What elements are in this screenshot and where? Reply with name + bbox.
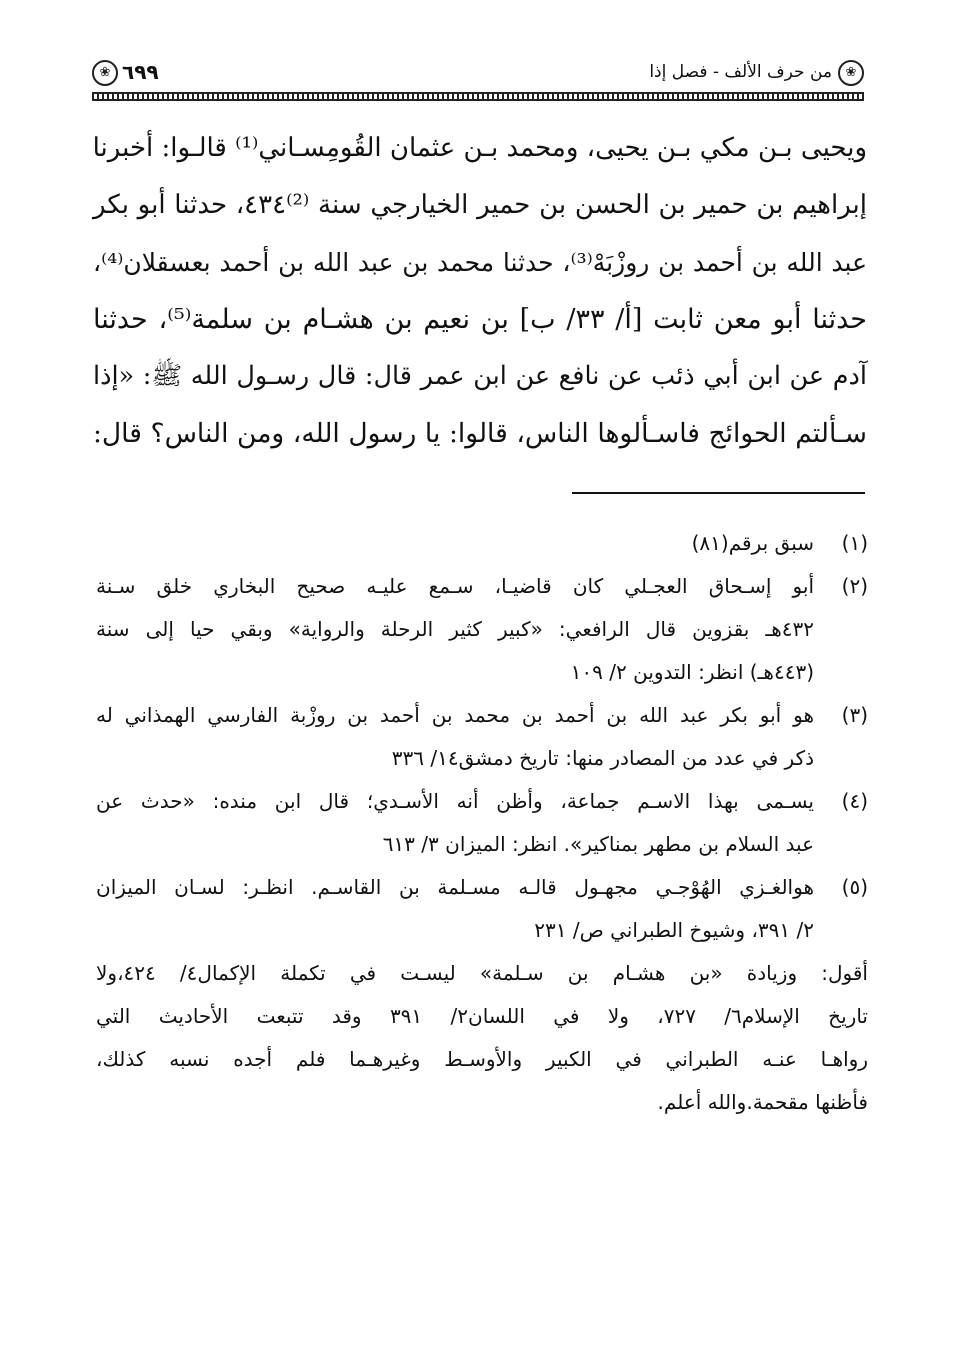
comment-line: رواهـا عنـه الطبراني في الكبير والأوسـط وغيرهـما فلم أجده نسبه كذلك، — [96, 1047, 868, 1071]
footnote-number: (٢) — [841, 574, 868, 598]
header-divider — [92, 92, 864, 101]
main-text-line: ويحيى بـن مكي بـن يحيى، ومحمد بـن عثمان القُومِسـاني⁽¹⁾ قالـوا: أخبرنا — [92, 133, 867, 163]
page-number: ٦٩٩ — [122, 60, 159, 84]
main-text — [93, 120, 867, 462]
ornament-left-icon: ❀ — [92, 60, 118, 86]
comment-line: فأظنها مقحمة.والله أعلم. — [657, 1090, 868, 1114]
comment-line: أقول: وزيادة «بن هشـام بن سـلمة» ليسـت في تكملة الإكمال٤/ ٤٢٤،ولا — [96, 961, 868, 985]
footnote-line: (٤٤٣هـ) انظر: التدوين ٢/ ١٠٩ — [570, 660, 814, 684]
footnote-2 — [96, 565, 868, 694]
footnote-line: ذكر في عدد من المصادر منها: تاريخ دمشق١٤/ ٣٣٦ — [391, 746, 814, 770]
footnote-number: (٥) — [841, 875, 868, 899]
footnote-separator — [572, 492, 865, 494]
footnote-number: (١) — [841, 531, 868, 555]
footnote-number: (٣) — [841, 703, 868, 727]
running-title: من حرف الألف - فصل إذا — [649, 62, 832, 82]
footnote-number: (٤) — [841, 789, 868, 813]
main-text-line: عبد الله بن أحمد بن روزْبَهْ⁽³⁾، حدثنا محمد بن عبد الله بن أحمد بعسقلان⁽⁴⁾، — [93, 248, 868, 277]
page-header — [92, 50, 864, 98]
footnote-line: سبق برقم(٨١) — [691, 531, 814, 555]
main-text-line: حدثنا أبو معن ثابت [أ/ ٣٣/ ب] بن نعيم بن هشـام بن سلمة⁽⁵⁾، حدثنا — [93, 304, 867, 335]
footnote-line: عبد السلام بن مطهر بمناكير». انظر: الميزان ٣/ ٦١٣ — [382, 832, 814, 856]
footnote-line: ٢/ ٣٩١، وشيوخ الطبراني ص/ ٢٣١ — [534, 918, 814, 942]
footnote-5 — [96, 866, 868, 952]
footnotes — [96, 522, 868, 1124]
footnote-3 — [96, 694, 868, 780]
comment-line: تاريخ الإسلام٦/ ٧٢٧، ولا في اللسان٢/ ٣٩١ وقد تتبعت الأحاديث التي — [96, 1004, 868, 1028]
main-text-line: آدم عن ابن أبي ذئب عن نافع عن ابن عمر قال: قال رسـول الله ﷺ: «إذا — [93, 361, 867, 391]
footnote-line: هوالغـزي الهُوْجـي مجهـول قالـه مسـلمة بن القاسـم. انظـر: لسـان الميزان — [96, 875, 814, 899]
footnote-line: ٤٣٢هـ بقزوين قال الرافعي: «كبير كثير الرحلة والرواية» وبقي حيا إلى سنة — [96, 617, 814, 641]
footnote-4 — [96, 780, 868, 866]
footnote-1 — [96, 522, 868, 565]
footnote-line: أبو إسـحاق العجـلي كان قاضيـا، سـمع عليـه صحيح البخاري خلق سـنة — [96, 574, 814, 598]
editor-comment — [96, 952, 868, 1124]
ornament-right-icon: ❀ — [838, 60, 864, 86]
main-text-line: سـألتم الحوائج فاسـألوها الناس، قالوا: يا رسول الله، ومن الناس؟ قال: — [93, 418, 867, 449]
footnote-line: هو أبو بكر عبد الله بن أحمد بن محمد بن أحمد بن روزْبة الفارسي الهمذاني له — [96, 703, 814, 727]
footnote-line: يسـمى بهذا الاسـم جماعة، وأظن أنه الأسـدي؛ قال ابن منده: «حدث عن — [96, 789, 814, 813]
main-text-line: إبراهيم بن حمير بن الحسن بن حمير الخيارجي سنة ⁽²⁾٤٣٤، حدثنا أبو بكر — [93, 190, 867, 220]
